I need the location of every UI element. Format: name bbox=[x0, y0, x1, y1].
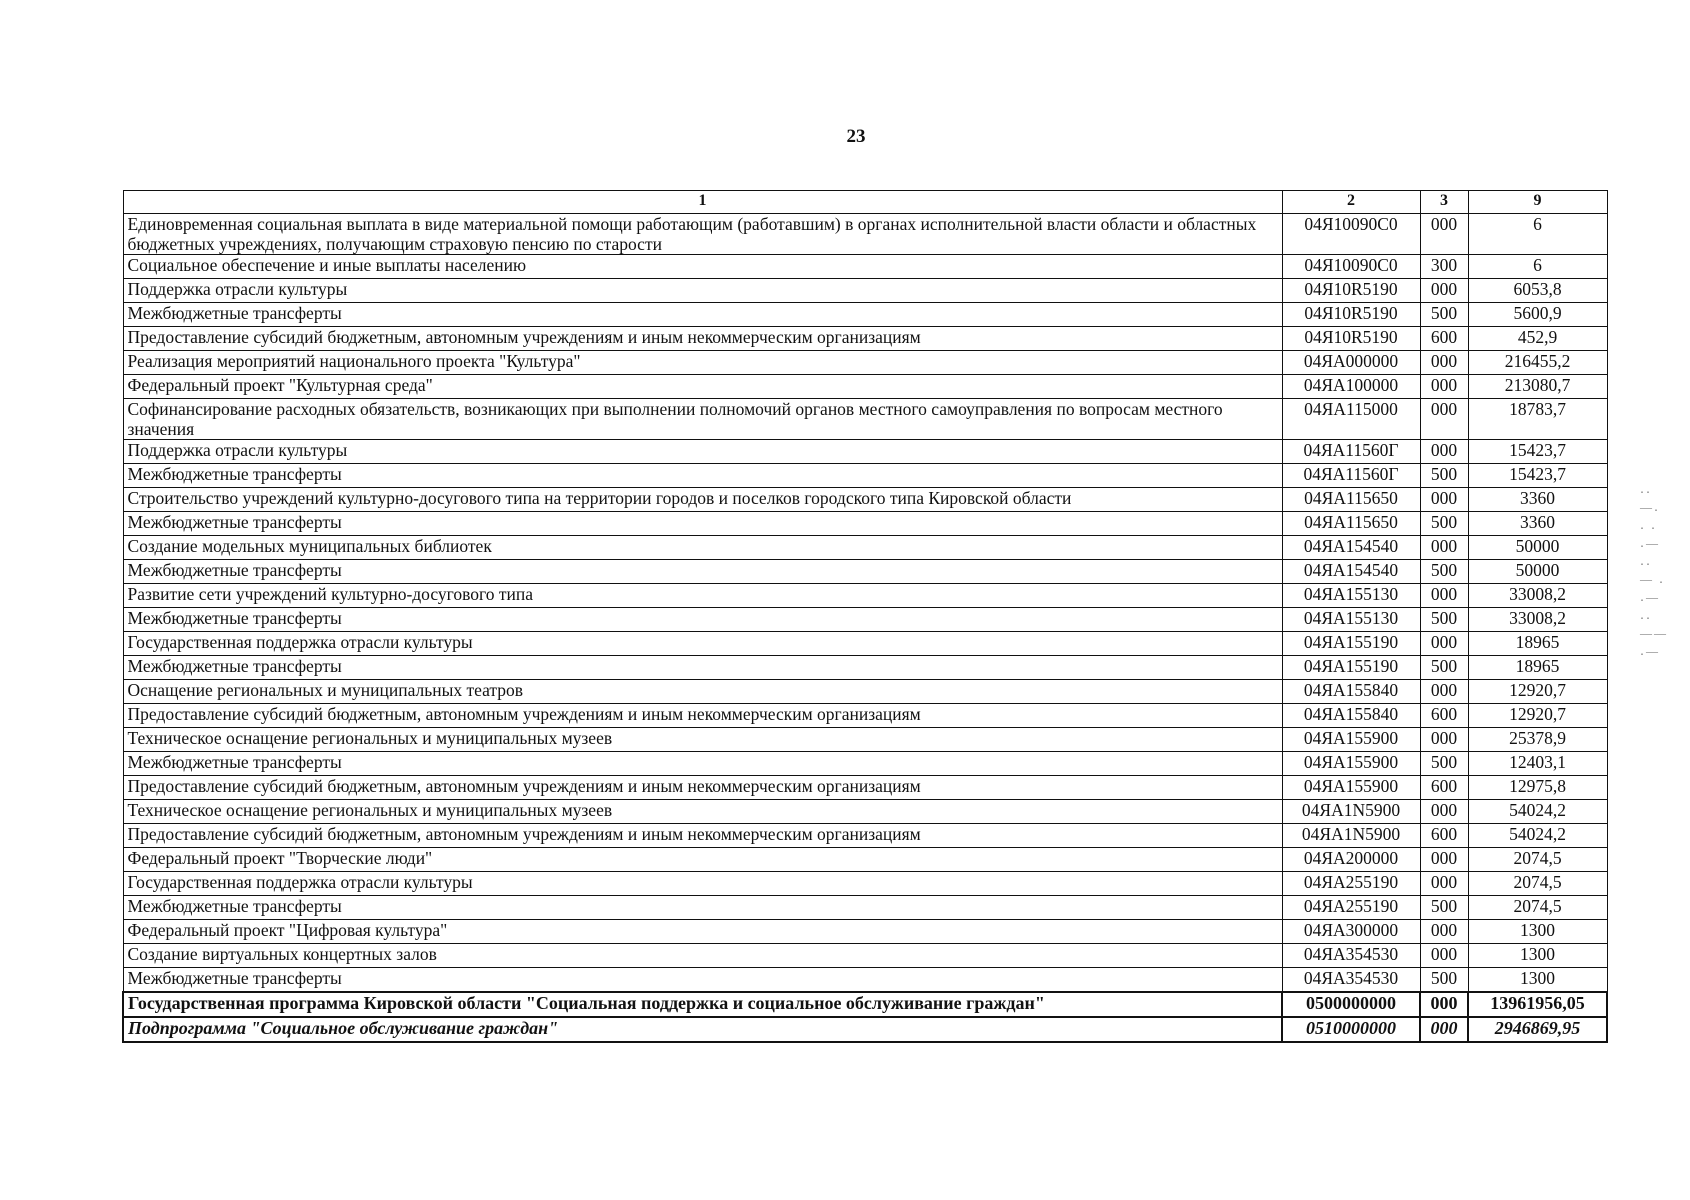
table-row bbox=[123, 824, 1607, 848]
row-name-cell: Поддержка отрасли культуры bbox=[123, 440, 1282, 464]
row-type-cell: 000 bbox=[1420, 632, 1468, 656]
row-type-cell: 000 bbox=[1420, 800, 1468, 824]
row-code-cell: 04ЯА354530 bbox=[1282, 944, 1420, 968]
row-code-cell: 04ЯА155840 bbox=[1282, 704, 1420, 728]
row-sum-cell: 12920,7 bbox=[1468, 680, 1607, 704]
row-sum-cell: 2946869,95 bbox=[1468, 1017, 1607, 1042]
row-name-cell: Предоставление субсидий бюджетным, автономным учреждениям и иным некоммерческим организациям bbox=[123, 776, 1282, 800]
row-code-cell: 04ЯА1N5900 bbox=[1282, 824, 1420, 848]
row-type-cell: 000 bbox=[1420, 536, 1468, 560]
row-name-cell: Единовременная социальная выплата в виде материальной помощи работающим (работавшим) в органах исполнительной власти области и областных бюджетных учреждениях, получающим страховую пенсию по старости bbox=[123, 214, 1282, 255]
row-type-cell: 000 bbox=[1420, 992, 1468, 1017]
row-name-cell: Подпрограмма "Социальное обслуживание граждан" bbox=[123, 1017, 1282, 1042]
row-sum-cell: 13961956,05 bbox=[1468, 992, 1607, 1017]
table-row bbox=[123, 872, 1607, 896]
row-code-cell: 04ЯА155900 bbox=[1282, 752, 1420, 776]
row-name-cell: Федеральный проект "Цифровая культура" bbox=[123, 920, 1282, 944]
row-name-cell: Создание модельных муниципальных библиотек bbox=[123, 536, 1282, 560]
row-name-cell: Техническое оснащение региональных и муниципальных музеев bbox=[123, 800, 1282, 824]
row-type-cell: 000 bbox=[1420, 680, 1468, 704]
table-row bbox=[123, 896, 1607, 920]
row-name-cell: Государственная поддержка отрасли культуры bbox=[123, 872, 1282, 896]
row-sum-cell: 5600,9 bbox=[1468, 303, 1607, 327]
table-row bbox=[123, 704, 1607, 728]
table-row bbox=[123, 488, 1607, 512]
row-type-cell: 500 bbox=[1420, 656, 1468, 680]
row-code-cell: 04ЯА354530 bbox=[1282, 968, 1420, 993]
column-header-code: 2 bbox=[1282, 191, 1420, 214]
row-sum-cell: 452,9 bbox=[1468, 327, 1607, 351]
row-sum-cell: 2074,5 bbox=[1468, 848, 1607, 872]
row-code-cell: 04ЯА155900 bbox=[1282, 776, 1420, 800]
row-code-cell: 04ЯА115650 bbox=[1282, 512, 1420, 536]
row-sum-cell: 6 bbox=[1468, 255, 1607, 279]
table-row bbox=[123, 728, 1607, 752]
row-name-cell: Межбюджетные трансферты bbox=[123, 512, 1282, 536]
row-sum-cell: 18965 bbox=[1468, 656, 1607, 680]
row-type-cell: 600 bbox=[1420, 824, 1468, 848]
table-row bbox=[123, 1017, 1607, 1042]
row-name-cell: Развитие сети учреждений культурно-досугового типа bbox=[123, 584, 1282, 608]
row-name-cell: Межбюджетные трансферты bbox=[123, 896, 1282, 920]
row-name-cell: Государственная программа Кировской области "Социальная поддержка и социальное обслуживание граждан" bbox=[123, 992, 1282, 1017]
row-code-cell: 04ЯА154540 bbox=[1282, 560, 1420, 584]
row-sum-cell: 3360 bbox=[1468, 512, 1607, 536]
row-type-cell: 500 bbox=[1420, 896, 1468, 920]
row-sum-cell: 33008,2 bbox=[1468, 608, 1607, 632]
table-row bbox=[123, 303, 1607, 327]
row-code-cell: 04ЯА300000 bbox=[1282, 920, 1420, 944]
row-sum-cell: 25378,9 bbox=[1468, 728, 1607, 752]
row-sum-cell: 6053,8 bbox=[1468, 279, 1607, 303]
row-type-cell: 000 bbox=[1420, 279, 1468, 303]
row-sum-cell: 50000 bbox=[1468, 560, 1607, 584]
row-code-cell: 04ЯА255190 bbox=[1282, 872, 1420, 896]
row-name-cell: Софинансирование расходных обязательств, возникающих при выполнении полномочий органов местного самоуправления по вопросам местного значения bbox=[123, 399, 1282, 440]
row-code-cell: 04ЯА155130 bbox=[1282, 608, 1420, 632]
table-row bbox=[123, 279, 1607, 303]
row-sum-cell: 12920,7 bbox=[1468, 704, 1607, 728]
row-name-cell: Межбюджетные трансферты bbox=[123, 464, 1282, 488]
row-type-cell: 000 bbox=[1420, 399, 1468, 440]
row-code-cell: 04ЯА1N5900 bbox=[1282, 800, 1420, 824]
row-sum-cell: 2074,5 bbox=[1468, 896, 1607, 920]
column-header-name: 1 bbox=[123, 191, 1282, 214]
row-name-cell: Строительство учреждений культурно-досугового типа на территории городов и поселков городского типа Кировской области bbox=[123, 488, 1282, 512]
table-row bbox=[123, 584, 1607, 608]
row-code-cell: 04ЯА200000 bbox=[1282, 848, 1420, 872]
row-code-cell: 04ЯА155130 bbox=[1282, 584, 1420, 608]
row-name-cell: Предоставление субсидий бюджетным, автономным учреждениям и иным некоммерческим организациям bbox=[123, 824, 1282, 848]
row-code-cell: 04ЯА100000 bbox=[1282, 375, 1420, 399]
row-type-cell: 500 bbox=[1420, 464, 1468, 488]
row-code-cell: 04ЯА155840 bbox=[1282, 680, 1420, 704]
table-row bbox=[123, 992, 1607, 1017]
table-row bbox=[123, 920, 1607, 944]
row-type-cell: 000 bbox=[1420, 351, 1468, 375]
row-code-cell: 04ЯА155900 bbox=[1282, 728, 1420, 752]
row-type-cell: 000 bbox=[1420, 1017, 1468, 1042]
row-sum-cell: 15423,7 bbox=[1468, 464, 1607, 488]
row-sum-cell: 1300 bbox=[1468, 968, 1607, 993]
row-type-cell: 600 bbox=[1420, 327, 1468, 351]
row-type-cell: 500 bbox=[1420, 303, 1468, 327]
row-type-cell: 000 bbox=[1420, 584, 1468, 608]
table-row bbox=[123, 255, 1607, 279]
row-name-cell: Создание виртуальных концертных залов bbox=[123, 944, 1282, 968]
row-type-cell: 000 bbox=[1420, 872, 1468, 896]
table-row bbox=[123, 399, 1607, 440]
row-sum-cell: 50000 bbox=[1468, 536, 1607, 560]
row-code-cell: 04ЯА154540 bbox=[1282, 536, 1420, 560]
table-row bbox=[123, 440, 1607, 464]
column-header-sum: 9 bbox=[1468, 191, 1607, 214]
table-row bbox=[123, 560, 1607, 584]
row-name-cell: Предоставление субсидий бюджетным, автономным учреждениям и иным некоммерческим организациям bbox=[123, 327, 1282, 351]
row-sum-cell: 6 bbox=[1468, 214, 1607, 255]
row-code-cell: 04Я10R5190 bbox=[1282, 303, 1420, 327]
table-row bbox=[123, 608, 1607, 632]
row-code-cell: 04ЯА115000 bbox=[1282, 399, 1420, 440]
row-code-cell: 04Я10090С0 bbox=[1282, 214, 1420, 255]
row-type-cell: 500 bbox=[1420, 752, 1468, 776]
row-type-cell: 500 bbox=[1420, 608, 1468, 632]
row-name-cell: Федеральный проект "Творческие люди" bbox=[123, 848, 1282, 872]
row-name-cell: Государственная поддержка отрасли культуры bbox=[123, 632, 1282, 656]
row-sum-cell: 1300 bbox=[1468, 920, 1607, 944]
row-name-cell: Межбюджетные трансферты bbox=[123, 303, 1282, 327]
row-name-cell: Межбюджетные трансферты bbox=[123, 608, 1282, 632]
table-row bbox=[123, 536, 1607, 560]
row-sum-cell: 12975,8 bbox=[1468, 776, 1607, 800]
row-type-cell: 500 bbox=[1420, 560, 1468, 584]
table-row bbox=[123, 944, 1607, 968]
row-name-cell: Поддержка отрасли культуры bbox=[123, 279, 1282, 303]
table-row bbox=[123, 327, 1607, 351]
row-name-cell: Межбюджетные трансферты bbox=[123, 968, 1282, 993]
table-header-row bbox=[123, 191, 1607, 214]
row-code-cell: 04Я10090С0 bbox=[1282, 255, 1420, 279]
row-sum-cell: 54024,2 bbox=[1468, 800, 1607, 824]
row-name-cell: Реализация мероприятий национального проекта "Культура" bbox=[123, 351, 1282, 375]
row-sum-cell: 213080,7 bbox=[1468, 375, 1607, 399]
table-row bbox=[123, 351, 1607, 375]
row-name-cell: Оснащение региональных и муниципальных театров bbox=[123, 680, 1282, 704]
column-header-type: 3 bbox=[1420, 191, 1468, 214]
row-sum-cell: 15423,7 bbox=[1468, 440, 1607, 464]
row-sum-cell: 3360 bbox=[1468, 488, 1607, 512]
row-type-cell: 000 bbox=[1420, 488, 1468, 512]
row-name-cell: Федеральный проект "Культурная среда" bbox=[123, 375, 1282, 399]
table-row bbox=[123, 464, 1607, 488]
table-row bbox=[123, 800, 1607, 824]
row-type-cell: 000 bbox=[1420, 728, 1468, 752]
row-type-cell: 500 bbox=[1420, 968, 1468, 993]
row-sum-cell: 18965 bbox=[1468, 632, 1607, 656]
row-type-cell: 000 bbox=[1420, 440, 1468, 464]
row-sum-cell: 12403,1 bbox=[1468, 752, 1607, 776]
row-type-cell: 500 bbox=[1420, 512, 1468, 536]
row-type-cell: 000 bbox=[1420, 848, 1468, 872]
row-code-cell: 04Я10R5190 bbox=[1282, 327, 1420, 351]
table-row bbox=[123, 656, 1607, 680]
row-code-cell: 04ЯА115650 bbox=[1282, 488, 1420, 512]
row-code-cell: 0510000000 bbox=[1282, 1017, 1420, 1042]
row-code-cell: 04ЯА11560Г bbox=[1282, 440, 1420, 464]
table-row bbox=[123, 752, 1607, 776]
row-code-cell: 04Я10R5190 bbox=[1282, 279, 1420, 303]
page-number: 23 bbox=[846, 126, 866, 147]
row-code-cell: 0500000000 bbox=[1282, 992, 1420, 1017]
row-name-cell: Межбюджетные трансферты bbox=[123, 752, 1282, 776]
row-sum-cell: 54024,2 bbox=[1468, 824, 1607, 848]
table-row bbox=[123, 848, 1607, 872]
table-row bbox=[123, 214, 1607, 255]
table-row bbox=[123, 512, 1607, 536]
table-row bbox=[123, 776, 1607, 800]
row-name-cell: Межбюджетные трансферты bbox=[123, 656, 1282, 680]
row-code-cell: 04ЯА000000 bbox=[1282, 351, 1420, 375]
row-code-cell: 04ЯА255190 bbox=[1282, 896, 1420, 920]
table-row bbox=[123, 375, 1607, 399]
row-type-cell: 300 bbox=[1420, 255, 1468, 279]
row-code-cell: 04ЯА155190 bbox=[1282, 632, 1420, 656]
row-type-cell: 000 bbox=[1420, 375, 1468, 399]
row-type-cell: 000 bbox=[1420, 214, 1468, 255]
row-type-cell: 000 bbox=[1420, 944, 1468, 968]
row-code-cell: 04ЯА11560Г bbox=[1282, 464, 1420, 488]
row-name-cell: Социальное обеспечение и иные выплаты населению bbox=[123, 255, 1282, 279]
row-type-cell: 000 bbox=[1420, 920, 1468, 944]
table-row bbox=[123, 968, 1607, 993]
scan-margin-marks: ․․ —․ ․ ․ ․— ․․ — ․ ․— ․․ —— ․— bbox=[1640, 482, 1668, 658]
row-sum-cell: 2074,5 bbox=[1468, 872, 1607, 896]
row-type-cell: 600 bbox=[1420, 776, 1468, 800]
row-sum-cell: 216455,2 bbox=[1468, 351, 1607, 375]
row-name-cell: Предоставление субсидий бюджетным, автономным учреждениям и иным некоммерческим организациям bbox=[123, 704, 1282, 728]
row-sum-cell: 18783,7 bbox=[1468, 399, 1607, 440]
row-type-cell: 600 bbox=[1420, 704, 1468, 728]
budget-table bbox=[122, 190, 1608, 1043]
row-name-cell: Техническое оснащение региональных и муниципальных музеев bbox=[123, 728, 1282, 752]
row-sum-cell: 33008,2 bbox=[1468, 584, 1607, 608]
table-row bbox=[123, 632, 1607, 656]
row-sum-cell: 1300 bbox=[1468, 944, 1607, 968]
row-name-cell: Межбюджетные трансферты bbox=[123, 560, 1282, 584]
row-code-cell: 04ЯА155190 bbox=[1282, 656, 1420, 680]
table-row bbox=[123, 680, 1607, 704]
